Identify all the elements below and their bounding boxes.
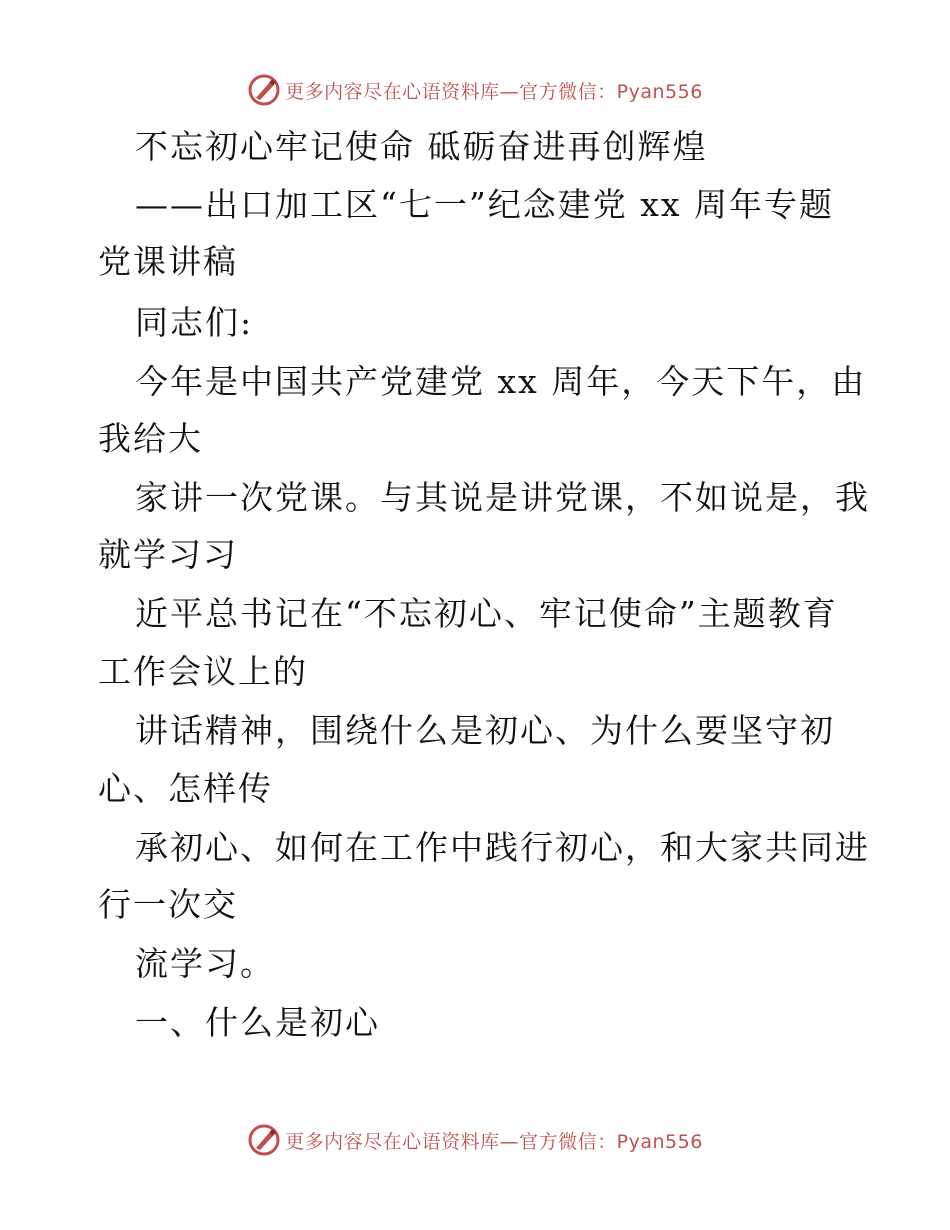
paragraph-line: 心、怎样传 <box>98 769 273 808</box>
paragraph-line: 就学习习 <box>98 535 238 574</box>
document-subtitle-line2: 党课讲稿 <box>98 242 238 281</box>
paragraph-line: 家讲一次党课。与其说是讲党课，不如说是，我 <box>135 478 870 517</box>
header-watermark <box>0 70 950 110</box>
watermark-group <box>247 1123 703 1157</box>
document-subtitle-line1: ——出口加工区“七一”纪念建党 xx 周年专题 <box>135 185 834 224</box>
watermark-group <box>247 73 703 107</box>
paragraph-line: 我给大 <box>98 419 203 458</box>
salutation: 同志们: <box>135 303 254 342</box>
document-title: 不忘初心牢记使命 砥砺奋进再创辉煌 <box>135 127 708 166</box>
paragraph-line: 今年是中国共产党建党 xx 周年，今天下午，由 <box>135 362 867 401</box>
paragraph-line: 行一次交 <box>98 885 238 924</box>
paragraph-line: 讲话精神，围绕什么是初心、为什么要坚守初 <box>135 711 835 750</box>
paragraph-line: 承初心、如何在工作中践行初心，和大家共同进 <box>135 828 870 867</box>
paragraph-line: 近平总书记在“不忘初心、牢记使命”主题教育 <box>135 594 838 633</box>
paragraph-line: 工作会议上的 <box>98 652 308 691</box>
paragraph-line: 流学习。 <box>135 944 275 983</box>
watermark-text: 更多内容尽在心语资料库—官方微信：Pyan556 <box>285 1130 703 1153</box>
watermark-text: 更多内容尽在心语资料库—官方微信：Pyan556 <box>285 80 703 103</box>
pen-seal-icon <box>247 1123 281 1157</box>
pen-seal-icon <box>247 73 281 107</box>
section-heading: 一、什么是初心 <box>135 1003 380 1042</box>
footer-watermark <box>0 1120 950 1160</box>
